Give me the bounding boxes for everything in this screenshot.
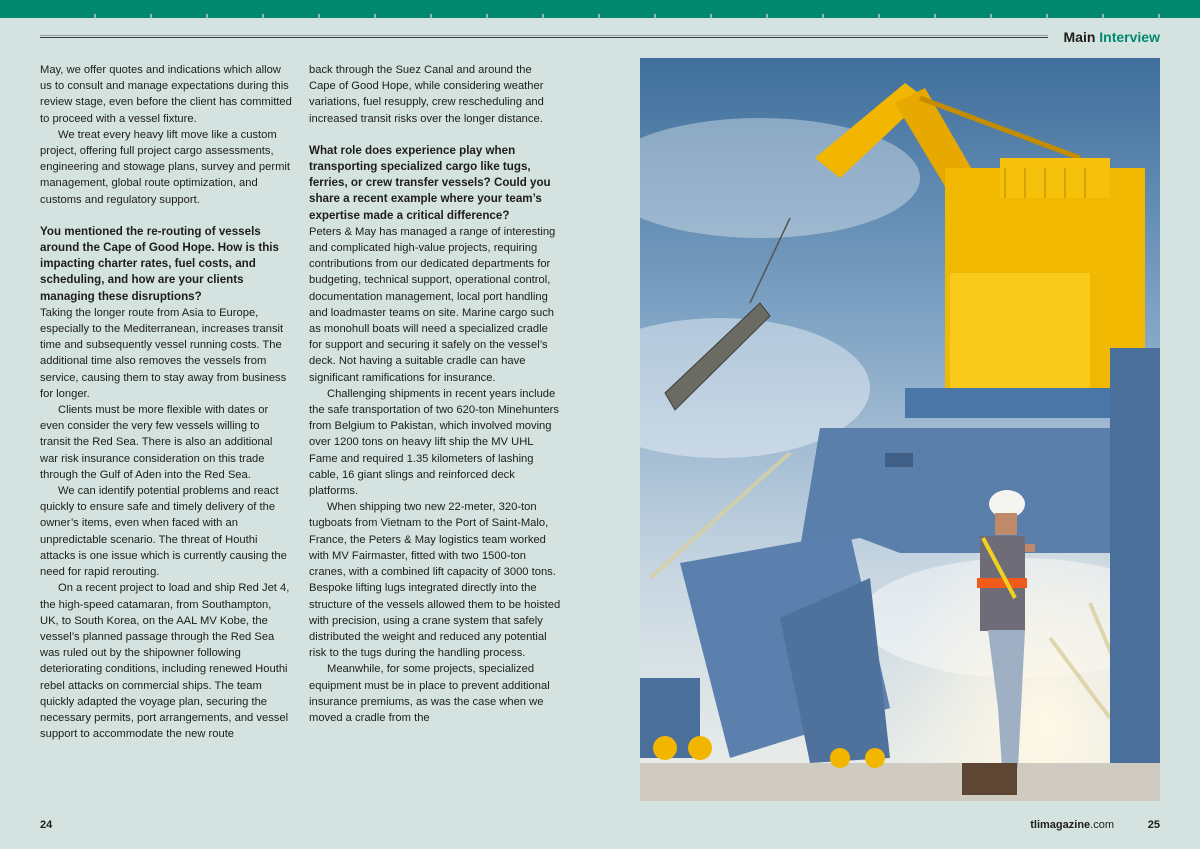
paragraph: Taking the longer route from Asia to Europe, especially to the Mediterranean, increases transit time and subsequently vessel running costs. The additional time also removes the vessels from service, causing them to stay away from business for longer. — [40, 306, 287, 400]
site-name — [1030, 819, 1114, 831]
paragraph: Meanwhile, for some projects, specialized equipment must be in place to prevent additional insurance premiums, as was the case when we moved a cradle from the — [309, 663, 550, 724]
paragraph: On a recent project to load and ship Red Jet 4, the high-speed catamaran, from Southampton, UK, to South Korea, on the AAL MV Kobe, the vessel’s planned passage through the Red Sea was ruled out by the shipowner following deteriorating conditions, including renewed Houthi rebel attacks on commercial ships. The team quickly adapted the voyage plan, securing the necessary permits, port arrangements, and vessel support to accommodate the new route — [40, 582, 290, 741]
header-rule — [40, 37, 1048, 38]
page-number-right: 25 — [1147, 819, 1160, 831]
section-label-main: Main — [1063, 29, 1096, 45]
header-rule-light — [40, 35, 1048, 36]
paragraph: back through the Suez Canal and around the Cape of Good Hope, while considering weather variations, fuel resupply, crew rescheduling and increased transit risks over the longer distance. — [309, 64, 544, 125]
paragraph: We can identify potential problems and react quickly to ensure safe and timely delivery of the owner’s items, even when faced with an unpredictable scenario. The threat of Houthi attacks is one issue which is currently causing the need for rapid rerouting. — [40, 485, 287, 579]
paragraph: Peters & May has managed a range of interesting and complicated high-value projects, requiring contributions from our dedicated departments for budgeting, technical support, operational control, documentation management, local port handling and loadmaster teams on site. Marine cargo such as monohull boats will need a specialized cradle for support and securing it safely on the vessel’s deck. Not having a suitable cradle can have significant ramifications for insurance. — [309, 225, 556, 384]
interview-question: You mentioned the re-routing of vessels around the Cape of Good Hope. How is this impacting charter rates, fuel costs, and scheduling, and how are your clients managing these disruptions? — [40, 224, 279, 303]
page-number-left: 24 — [40, 819, 53, 831]
top-tick-marks — [40, 14, 1160, 20]
section-label-accent: Interview — [1099, 29, 1160, 45]
crane-photo — [640, 58, 1160, 801]
paragraph: Challenging shipments in recent years include the safe transportation of two 620-ton Minehunters from Belgium to Pakistan, which involved moving over 1200 tons on heavy lift ship the MV UHL Fame and required 1.35 kilometers of lashing cable, 16 giant slings and reinforced deck platforms. — [309, 387, 560, 498]
article-column-left — [40, 62, 292, 742]
site-name-main: tlimagazine — [1030, 819, 1091, 831]
site-name-domain: .com — [1090, 819, 1114, 831]
paragraph: Clients must be more flexible with dates or even consider the very few vessels willing to transit the Red Sea. There is also an additional war risk insurance consideration on this trade through the Gulf of Aden into the Red Sea. — [40, 404, 273, 481]
section-label — [1064, 29, 1160, 45]
paragraph: When shipping two new 22-meter, 320-ton tugboats from Vietnam to the Port of Saint-Malo, France, the Peters & May logistics team worked with MV Fairmaster, fitted with two 1500-ton cranes, with a combined lift capacity of 3000 tons. Bespoke lifting lugs integrated directly into the structure of the vessels allowed them to be hoisted with precision, using a crane system that safely distributed the weight and reduced any potential risk to the tugs during the handling process. — [309, 501, 561, 660]
paragraph: We treat every heavy lift move like a custom project, offering full project cargo assessments, engineering and stowage plans, survey and permit management, global route optimization, and customs and regulatory support. — [40, 128, 291, 206]
article-column-right — [309, 62, 561, 726]
paragraph: May, we offer quotes and indications which allow us to consult and manage expectations during this review stage, even before the client has committed to proceed with a vessel fixture. — [40, 64, 292, 125]
interview-question: What role does experience play when transporting specialized cargo like tugs, ferries, or crew transfer vessels? Could you share a recent example where your team’s expertise made a critical difference? — [309, 143, 551, 222]
